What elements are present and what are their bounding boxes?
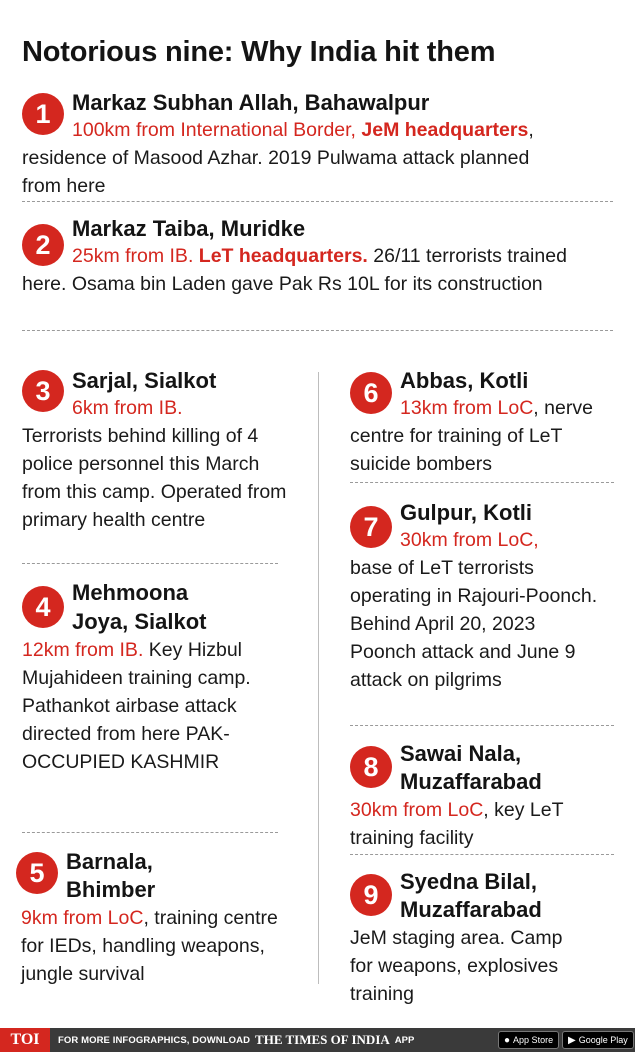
divider: [22, 563, 278, 564]
entry-7-name: Gulpur, Kotli: [400, 500, 532, 525]
entry-6-body: 13km from LoC, nerve centre for training of LeT suicide bombers: [350, 397, 593, 475]
entry-5-body: 9km from LoC, training centre for IEDs, handling weapons, jungle survival: [21, 907, 278, 985]
divider: [350, 854, 614, 855]
badge-8: 8: [350, 746, 392, 788]
entry-2-name: Markaz Taiba, Muridke: [72, 216, 306, 241]
entry-9-body: JeM staging area. Camp for weapons, explosives training: [350, 927, 563, 1005]
badge-2: 2: [22, 224, 64, 266]
divider: [22, 330, 613, 331]
apple-icon: ●: [504, 1034, 511, 1046]
divider: [22, 201, 613, 202]
entry-6-name: Abbas, Kotli: [400, 368, 529, 393]
badge-3: 3: [22, 370, 64, 412]
entry-7-body: 30km from LoC, base of LeT terrorists operating in Rajouri-Poonch. Behind April 20, 2023 Poonch attack and June 9 attack on pilgrims: [350, 529, 598, 691]
entry-4-name: Mehmoona Joya, Sialkot: [72, 580, 207, 634]
entry-2-body: 25km from IB. LeT headquarters. 26/11 terrorists trained here. Osama bin Laden gave Pak Rs 10L for its construction: [22, 245, 567, 295]
entry-3: [22, 366, 287, 534]
page-title: Notorious nine: Why India hit them: [22, 36, 496, 68]
entry-8: [350, 738, 620, 852]
entry-1-body: 100km from International Border, JeM headquarters, residence of Masood Azhar. 2019 Pulwama attack planned from here: [22, 119, 534, 197]
badge-1: 1: [22, 93, 64, 135]
entry-8-body: 30km from LoC, key LeT training facility: [350, 799, 564, 849]
badge-4: 4: [22, 586, 64, 628]
footer-text: FOR MORE INFOGRAPHICS, DOWNLOAD: [58, 1034, 251, 1046]
play-icon: ▶: [568, 1034, 576, 1046]
entry-9-name: Syedna Bilal, Muzaffarabad: [400, 869, 542, 922]
entry-2: [22, 214, 612, 298]
entry-4: [22, 576, 282, 776]
divider: [22, 832, 278, 833]
badge-7: 7: [350, 506, 392, 548]
toi-logo: TOI: [0, 1028, 50, 1052]
entry-5: [16, 846, 286, 988]
column-divider: [318, 372, 319, 984]
footer-app: APP: [394, 1034, 415, 1046]
footer-brand: THE TIMES OF INDIA: [255, 1032, 390, 1047]
entry-3-body: 6km from IB. Terrorists behind killing of 4 police personnel this March from this camp. Operated from primary health centre: [22, 397, 287, 531]
divider: [350, 725, 614, 726]
entry-9: [350, 866, 620, 1008]
badge-9: 9: [350, 874, 392, 916]
badge-6: 6: [350, 372, 392, 414]
divider: [350, 482, 614, 483]
entry-7: [350, 498, 615, 694]
entry-8-name: Sawai Nala, Muzaffarabad: [400, 741, 542, 794]
entry-1-name: Markaz Subhan Allah, Bahawalpur: [72, 90, 430, 115]
entry-3-name: Sarjal, Sialkot: [72, 368, 217, 393]
app-store-button[interactable]: ● App Store: [498, 1031, 559, 1049]
entry-4-body: 12km from IB. Key Hizbul Mujahideen training camp. Pathankot airbase attack directed from here PAK-OCCUPIED KASHMIR: [22, 639, 251, 773]
entry-6: [350, 366, 620, 478]
entry-5-name: Barnala, Bhimber: [66, 849, 156, 902]
entry-1: [22, 88, 602, 200]
google-play-button[interactable]: ▶ Google Play: [562, 1031, 634, 1049]
badge-5: 5: [16, 852, 58, 894]
